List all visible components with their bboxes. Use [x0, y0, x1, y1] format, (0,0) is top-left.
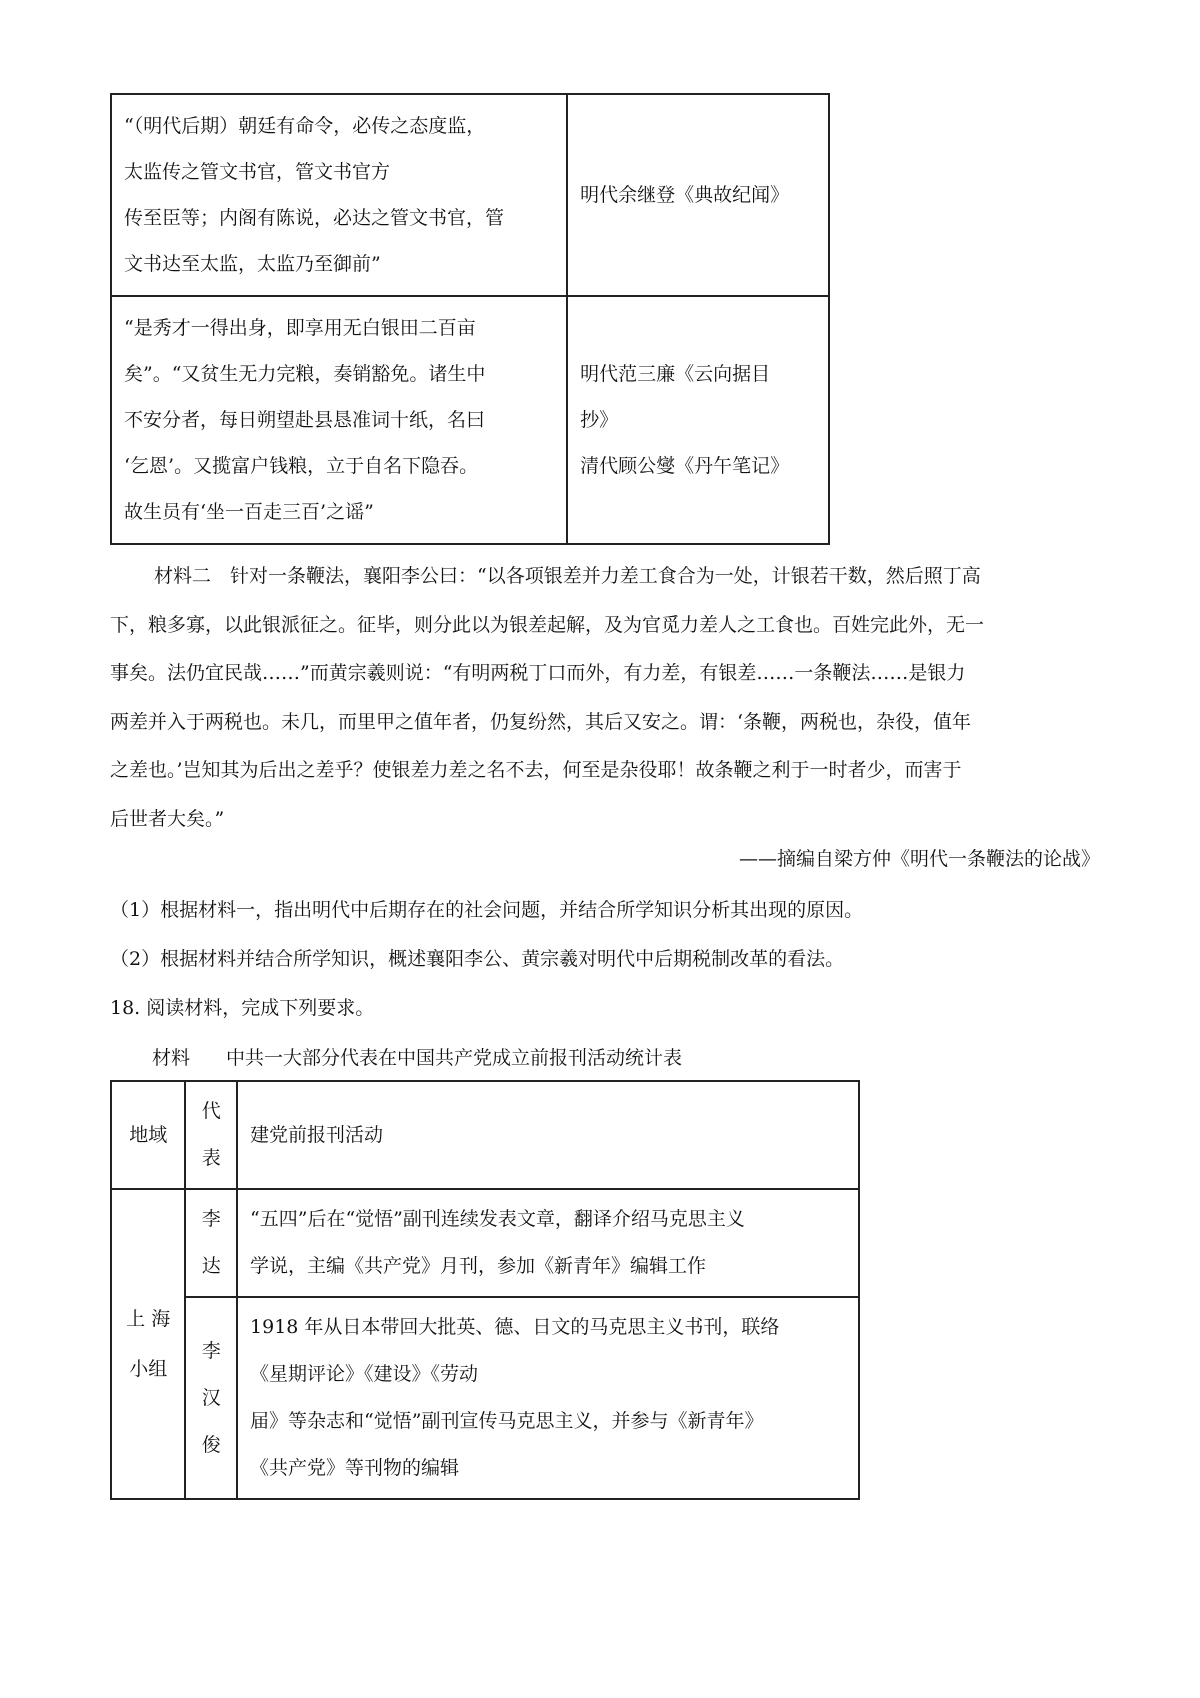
- quote-cell: “是秀才一得出身，即享用无白银田二百亩 矣”。“又贫生无力完粮，奏销豁免。诸生中 不安分者，每日朔望赴县恳准词十纸，名曰 ‘乞恩’。又揽富户钱粮，立于自名下隐吞。 故生员有‘坐一百走三百’之谣”: [111, 296, 567, 544]
- table-caption: [152, 1040, 682, 1076]
- header-activity: 建党前报刊活动: [237, 1081, 859, 1189]
- representative-cell: 李 汉 俊: [185, 1297, 237, 1499]
- material-two-paragraph: 材料二 针对一条鞭法，襄阳李公曰：“以各项银差并力差工食合为一处，计银若干数，然后照丁高 下，粮多寡，以此银派征之。征毕，则分此以为银差起解，及为官觅力差人之工食也。百姓完此外，无一 事矣。法仍宜民哉……”而黄宗羲则说：“有明两税丁口而外，有力差，有银差……一条鞭法……是银力 两差并入于两税也。未几，而里甲之值年者，仍复纷然，其后又安之。谓：‘条鞭，两税也，杂役，值年 之差也。’岂知其为后出之差乎？使银差力差之名不去，何至是杂役耶！故条鞭之利于一时者少，而害于 后世者大矣。”: [110, 565, 985, 830]
- caption-text: 中共一大部分代表在中国共产党成立前报刊活动统计表: [226, 1047, 683, 1069]
- source-cell: 明代范三廉《云向据目 抄》 清代顾公燮《丹午笔记》: [567, 296, 829, 544]
- activity-cell: “五四”后在“觉悟”副刊连续发表文章，翻译介绍马克思主义 学说，主编《共产党》月刊，参加《新青年》编辑工作: [237, 1189, 859, 1297]
- table-row: [111, 1189, 859, 1297]
- activity-cell: 1918 年从日本带回大批英、德、日文的马克思主义书刊，联络 《星期评论》《建设》《劳动 届》等杂志和“觉悟”副刊宣传马克思主义，并参与《新青年》 《共产党》等刊物的编辑: [237, 1297, 859, 1499]
- question-18-title: 18. 阅读材料，完成下列要求。: [110, 997, 375, 1019]
- header-region: 地域: [111, 1081, 185, 1189]
- table-row: [111, 1297, 859, 1499]
- table-row: [111, 94, 829, 296]
- source-cell: 明代余继登《典故纪闻》: [567, 94, 829, 296]
- quote-cell: “（明代后期）朝廷有命令，必传之态度监， 太监传之管文书官，管文书官方 传至臣等；内阁有陈说，必达之管文书官，管 文书达至太监，太监乃至御前”: [111, 94, 567, 296]
- representative-cell: 李 达: [185, 1189, 237, 1297]
- caption-label: 材料: [152, 1047, 191, 1069]
- table-header-row: [111, 1081, 859, 1189]
- question-2: （2）根据材料并结合所学知识，概述襄阳李公、黄宗羲对明代中后期税制改革的看法。: [110, 948, 845, 970]
- region-cell: 上 海 小组: [111, 1189, 185, 1499]
- question-1: （1）根据材料一，指出明代中后期存在的社会问题，并结合所学知识分析其出现的原因。: [110, 899, 864, 921]
- newspaper-activity-table: [110, 1080, 860, 1500]
- material-two-source: ——摘编自梁方仲《明代一条鞭法的论战》: [738, 848, 1100, 870]
- table-row: [111, 296, 829, 544]
- header-representative: 代 表: [185, 1081, 237, 1189]
- material-one-table: [110, 93, 830, 545]
